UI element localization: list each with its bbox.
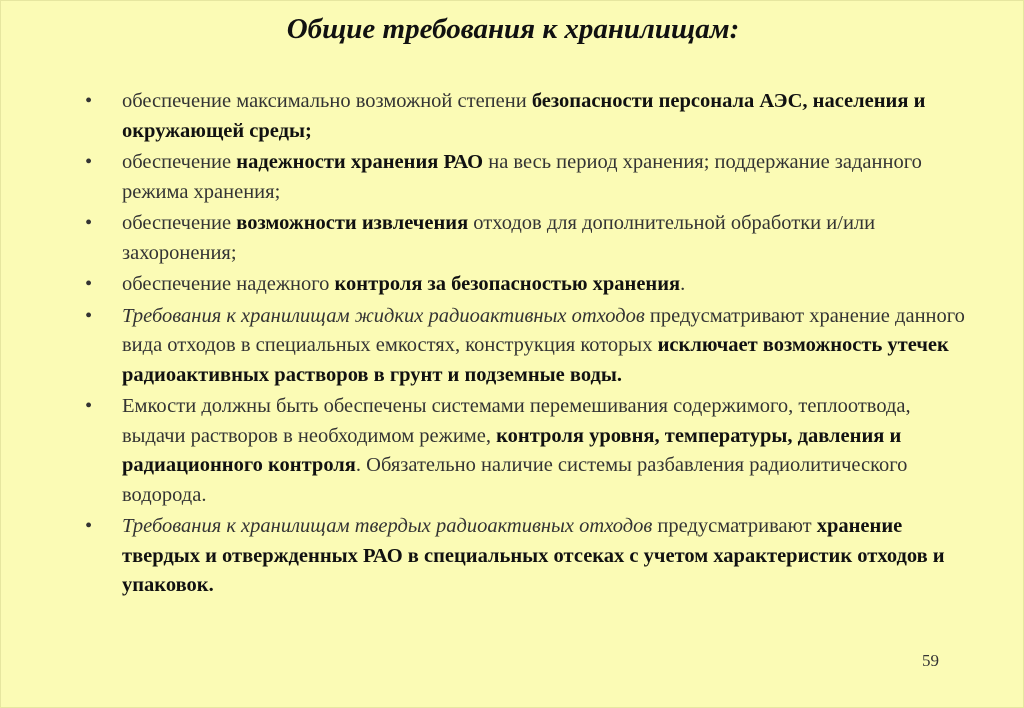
slide-title: Общие требования к хранилищам: xyxy=(286,13,740,45)
text: обеспечение xyxy=(122,151,237,173)
bold-text: хранение твердых и отвержденных РАО в специальных отсеках с учетом характеристик отходов и упаковок. xyxy=(122,515,945,596)
text: Емкости должны быть обеспечены системами перемешивания содержимого, теплоотвода, выдачи растворов в необходимом режиме, xyxy=(122,395,911,447)
page-number: 59 xyxy=(922,651,939,670)
text: . xyxy=(680,273,686,295)
bullet-item xyxy=(85,302,965,391)
italic-text: Требования к хранилищам твердых радиоактивных отходов xyxy=(122,515,653,537)
bold-text: контроля уровня, температуры, давления и радиационного контроля xyxy=(122,424,902,476)
bullet-item xyxy=(85,148,965,207)
bold-text: надежности хранения РАО xyxy=(236,151,484,173)
text: обеспечение надежного xyxy=(122,273,335,295)
bullet-marker: • xyxy=(85,395,93,417)
italic-text: Требования к хранилищам жидких радиоактивных отходов xyxy=(122,304,645,327)
bullet-item xyxy=(85,87,965,146)
bullet-list xyxy=(85,87,965,603)
bullet-marker: • xyxy=(85,90,93,112)
text: отходов для дополнительной обработки и/или захоронения; xyxy=(122,212,876,264)
bullet-marker: • xyxy=(85,212,93,234)
text: предусматривают xyxy=(652,515,817,537)
text: обеспечение максимально возможной степени xyxy=(122,90,532,112)
bold-text: исключает возможность утечек радиоактивных растворов в грунт и подземные воды. xyxy=(122,334,949,386)
bold-text: возможности извлечения xyxy=(236,212,469,234)
bullet-item xyxy=(85,209,965,268)
text: обеспечение xyxy=(122,212,237,234)
bold-text: безопасности персонала АЭС, населения и окружающей среды; xyxy=(122,90,926,142)
bold-text: контроля за безопасностью хранения xyxy=(334,273,681,295)
text: . Обязательно наличие системы разбавления радиолитического водорода. xyxy=(122,454,908,506)
bullet-marker: • xyxy=(85,304,93,327)
text: на весь период хранения; поддержание заданного режима хранения; xyxy=(122,151,922,203)
bullet-item xyxy=(85,512,965,601)
bullet-marker: • xyxy=(85,515,93,537)
bullet-item xyxy=(85,270,965,300)
bullet-item xyxy=(85,392,965,510)
text: предусматривают хранение данного вида отходов в специальных емкостях, конструкция которых xyxy=(122,304,965,356)
bullet-marker: • xyxy=(85,151,93,173)
bullet-marker: • xyxy=(85,273,93,295)
